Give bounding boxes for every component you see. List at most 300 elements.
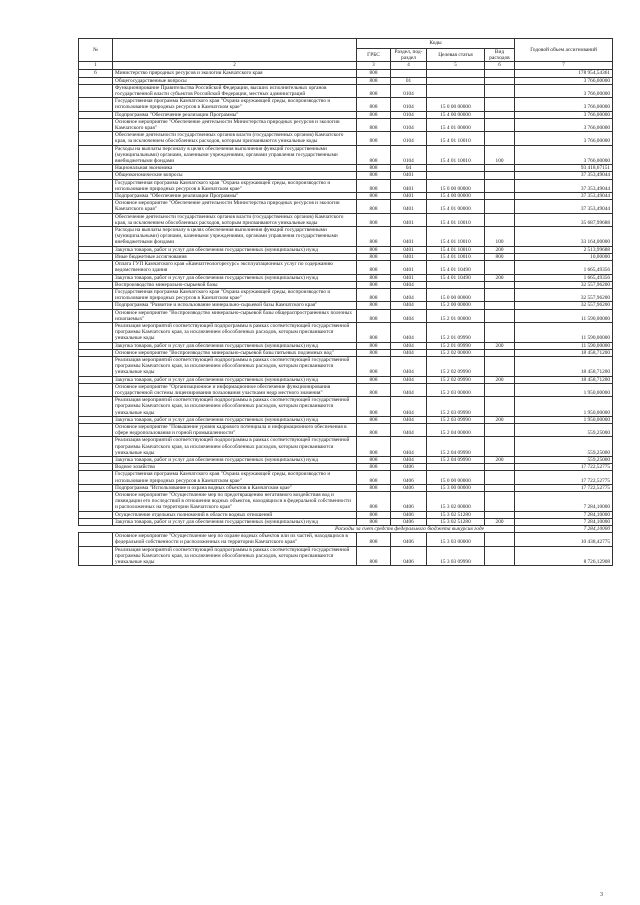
row-expense-type [485, 322, 515, 342]
row-grbs: 808 [357, 281, 391, 288]
row-section: 0104 [391, 118, 427, 131]
row-target-article: 15 4 01 10490 [427, 274, 485, 281]
row-description: Закупка товаров, работ и услуг для обеспечения государственных (муниципальных) нужд [113, 456, 357, 463]
row-grbs: 808 [357, 111, 391, 118]
row-amount: 10 438,42775 [515, 533, 613, 546]
table-row [79, 193, 613, 200]
row-number [79, 349, 113, 356]
row-section: 0404 [391, 356, 427, 376]
row-number [79, 533, 113, 546]
table-row [79, 511, 613, 518]
table-row [79, 77, 613, 84]
row-description: Осуществление отдельных полномочий в области водных отношений [113, 511, 357, 518]
row-section: 0401 [391, 227, 427, 247]
row-description: Подпрограмма "Обеспечение реализации Программы" [113, 111, 357, 118]
federal-funds-note [335, 526, 484, 532]
row-target-article: 15 2 03 00000 [427, 383, 485, 396]
row-amount: 3 766,00000 [515, 111, 613, 118]
row-section: 0406 [391, 511, 427, 518]
index-cell: 2 [113, 62, 357, 70]
row-description: Подпрограмма "Использование и охрана водных объектов в Камчатском крае" [113, 484, 357, 491]
column-exptype-header: Вид расходов [485, 49, 515, 62]
row-number [79, 165, 113, 172]
row-number [79, 397, 113, 417]
row-target-article: 15 2 03 09990 [427, 397, 485, 417]
row-expense-type [485, 179, 515, 192]
row-description: Расходы на выплаты персоналу в целях обеспечения выполнения функций государственными (муниципальными) органами, казенными учреждениями, органами управления государственными внебюджетными фондами [113, 145, 357, 165]
row-grbs: 808 [357, 309, 391, 322]
row-amount: 559,25000 [515, 456, 613, 463]
row-expense-type [485, 200, 515, 213]
row-expense-type [485, 165, 515, 172]
row-target-article [427, 464, 485, 471]
row-section: 0406 [391, 464, 427, 471]
table-row [79, 261, 613, 274]
row-expense-type [485, 397, 515, 417]
table-row [79, 342, 613, 349]
row-target-article: 15 4 00 00000 [427, 111, 485, 118]
row-number [79, 227, 113, 247]
row-number [79, 437, 113, 457]
table-row [79, 322, 613, 342]
row-section: 0404 [391, 456, 427, 463]
table-row [79, 172, 613, 179]
row-section: 0104 [391, 111, 427, 118]
row-description: Основное мероприятие "Организационное и информационное обеспечение функционирования государственной системы лицензирования пользования участками недр местного значения" [113, 383, 357, 396]
row-section: 0406 [391, 546, 427, 566]
table-row [79, 456, 613, 463]
row-description: Обеспечение деятельности государственных органов власти (государственных органов) Камчатского края, за исключением обособленных расходов, которым присваиваются уникальные коды [113, 213, 357, 226]
row-grbs: 808 [357, 274, 391, 281]
row-amount: 1 950,00000 [515, 397, 613, 417]
row-section: 0401 [391, 253, 427, 260]
row-section: 0401 [391, 179, 427, 192]
row-amount: 35 687,99688 [515, 213, 613, 226]
row-target-article: 15 0 00 00000 [427, 98, 485, 111]
row-number [79, 322, 113, 342]
row-grbs: 808 [357, 302, 391, 309]
row-section: 0104 [391, 84, 427, 97]
row-grbs: 808 [357, 484, 391, 491]
row-description: Функционирование Правительства Российской Федерации, высших исполнительных органов государственной власти субъектов Российской Федерации, местных администраций [113, 84, 357, 97]
table-row [79, 165, 613, 172]
row-section: 0404 [391, 281, 427, 288]
row-section: 0404 [391, 376, 427, 383]
row-description: Закупка товаров, работ и услуг для обеспечения государственных (муниципальных) нужд [113, 518, 357, 525]
row-number: 6 [79, 70, 113, 77]
row-target-article: 15 4 01 00000 [427, 200, 485, 213]
row-amount: 32 557,96200 [515, 288, 613, 301]
table-row [79, 492, 613, 512]
row-grbs: 808 [357, 253, 391, 260]
row-description: Подпрограмма "Обеспечение реализации Программы" [113, 193, 357, 200]
row-amount: 3 766,00000 [515, 98, 613, 111]
row-description: Обеспечение деятельности государственных органов власти (государственных органов) Камчатского края, за исключением обособленных расходов, которым присваиваются уникальные коды [113, 132, 357, 145]
row-amount: 18 458,71200 [515, 356, 613, 376]
row-target-article [427, 281, 485, 288]
row-section: 0404 [391, 437, 427, 457]
row-description: Закупка товаров, работ и услуг для обеспечения государственных (муниципальных) нужд [113, 342, 357, 349]
row-section: 0404 [391, 423, 427, 436]
row-grbs: 808 [357, 511, 391, 518]
row-target-article [427, 172, 485, 179]
row-section: 0104 [391, 145, 427, 165]
row-number [79, 98, 113, 111]
row-description: Закупка товаров, работ и услуг для обеспечения государственных (муниципальных) нужд [113, 376, 357, 383]
row-target-article: 15 2 04 00000 [427, 423, 485, 436]
row-section: 0404 [391, 342, 427, 349]
row-description: Реализация мероприятий соответствующей подпрограммы в рамках соответствующей государственной программы Камчатского края, за исключением обособленных расходов, которым присваиваются уникальные коды [113, 437, 357, 457]
table-row [79, 356, 613, 376]
row-description: Государственная программа Камчатского края "Охрана окружающей среды, воспроизводство и использование природных ресурсов в Камчатском крае" [113, 179, 357, 192]
row-grbs: 808 [357, 84, 391, 97]
table-row [79, 383, 613, 396]
row-section: 0404 [391, 288, 427, 301]
row-amount: 559,25000 [515, 437, 613, 457]
row-section: 0404 [391, 397, 427, 417]
row-section: 0401 [391, 193, 427, 200]
row-grbs: 808 [357, 322, 391, 342]
row-expense-type [485, 172, 515, 179]
row-grbs: 808 [357, 518, 391, 525]
row-grbs: 808 [357, 179, 391, 192]
row-grbs: 808 [357, 546, 391, 566]
table-body [79, 70, 613, 566]
row-section: 0406 [391, 484, 427, 491]
row-section: 0404 [391, 322, 427, 342]
row-section: 0401 [391, 261, 427, 274]
row-section: 0406 [391, 533, 427, 546]
row-description: Иные бюджетные ассигнования [113, 253, 357, 260]
row-number [79, 200, 113, 213]
row-amount: 33 164,00000 [515, 227, 613, 247]
row-amount: 2 513,99688 [515, 246, 613, 253]
row-expense-type [485, 132, 515, 145]
row-expense-type [485, 288, 515, 301]
table-row [79, 437, 613, 457]
row-grbs: 808 [357, 464, 391, 471]
row-description: Общеэкономические вопросы [113, 172, 357, 179]
table-row [79, 309, 613, 322]
row-number [79, 145, 113, 165]
row-grbs: 808 [357, 193, 391, 200]
row-grbs: 808 [357, 342, 391, 349]
column-index-row [79, 62, 613, 70]
row-expense-type [485, 383, 515, 396]
row-grbs: 808 [357, 172, 391, 179]
row-description: Основное мероприятие "Повышение уровня кадрового потенциала и информационного обеспечения в сфере недропользования и горной промышленности" [113, 423, 357, 436]
row-amount: 17 722,52775 [515, 471, 613, 484]
table-row [79, 213, 613, 226]
row-amount: 1 950,00000 [515, 383, 613, 396]
row-target-article: 15 0 00 00000 [427, 288, 485, 301]
row-amount: 11 590,00000 [515, 322, 613, 342]
row-target-article [427, 70, 485, 77]
row-number [79, 118, 113, 131]
row-grbs: 808 [357, 288, 391, 301]
row-number [79, 84, 113, 97]
row-grbs: 808 [357, 70, 391, 77]
row-number [79, 471, 113, 484]
row-expense-type: 200 [485, 246, 515, 253]
row-number [79, 77, 113, 84]
row-description: Национальная экономика [113, 165, 357, 172]
row-section: 0401 [391, 172, 427, 179]
row-target-article: 15 2 00 00000 [427, 302, 485, 309]
row-amount: 37 353,49044 [515, 200, 613, 213]
row-target-article: 15 4 01 10010 [427, 213, 485, 226]
row-section: 0401 [391, 200, 427, 213]
row-description: Реализация мероприятий соответствующей подпрограммы в рамках соответствующей государственной программы Камчатского края, за исключением обособленных расходов, которым присваиваются уникальные коды [113, 322, 357, 342]
index-cell: 5 [427, 62, 485, 70]
column-grbs-header: ГРБС [357, 49, 391, 62]
row-target-article: 15 2 03 09990 [427, 416, 485, 423]
row-number [79, 511, 113, 518]
row-number [79, 213, 113, 226]
row-target-article: 15 3 03 09990 [427, 546, 485, 566]
column-section-header: Раздел, под-раздел [391, 49, 427, 62]
row-amount: 3 766,00000 [515, 84, 613, 97]
row-amount: 8 726,12908 [515, 546, 613, 566]
row-description: Водное хозяйство [113, 464, 357, 471]
row-description: Реализация мероприятий соответствующей подпрограммы в рамках соответствующей государственной программы Камчатского края, за исключением обособленных расходов, которым присваиваются уникальные коды [113, 546, 357, 566]
index-cell: 7 [515, 62, 613, 70]
index-cell: 1 [79, 62, 113, 70]
row-number [79, 464, 113, 471]
row-section: 0406 [391, 471, 427, 484]
row-amount: 1 950,00000 [515, 416, 613, 423]
row-amount: 17 722,52775 [515, 464, 613, 471]
row-expense-type: 200 [485, 274, 515, 281]
row-expense-type [485, 111, 515, 118]
row-section: 0401 [391, 213, 427, 226]
table-row [79, 281, 613, 288]
row-expense-type [485, 84, 515, 97]
row-expense-type [485, 471, 515, 484]
table-row [79, 200, 613, 213]
row-description: Основное мероприятие "Обеспечение деятельности Министерства природных ресурсов и экологии Камчатского края" [113, 200, 357, 213]
table-row [79, 179, 613, 192]
row-amount: 32 557,96200 [515, 281, 613, 288]
row-grbs: 808 [357, 383, 391, 396]
row-expense-type [485, 193, 515, 200]
row-target-article: 15 2 01 09990 [427, 322, 485, 342]
row-number [79, 342, 113, 349]
row-description: Государственная программа Камчатского края "Охрана окружающей среды, воспроизводство и использование природных ресурсов в Камчатском крае" [113, 288, 357, 301]
row-number [79, 274, 113, 281]
table-row [79, 397, 613, 417]
row-expense-type [485, 77, 515, 84]
row-description: Реализация мероприятий соответствующей подпрограммы в рамках соответствующей государственной программы Камчатского края, за исключением обособленных расходов, которым присваиваются уникальные коды [113, 356, 357, 376]
row-expense-type: 800 [485, 253, 515, 260]
row-amount: 3 766,00000 [515, 77, 613, 84]
row-number [79, 383, 113, 396]
row-expense-type [485, 213, 515, 226]
row-expense-type [485, 261, 515, 274]
row-target-article [427, 77, 485, 84]
column-number-header: № [79, 39, 113, 62]
page-corner-mark: 3 [600, 892, 603, 898]
row-grbs: 808 [357, 349, 391, 356]
row-description: Общегосударственные вопросы [113, 77, 357, 84]
row-amount: 37 353,49044 [515, 179, 613, 192]
row-target-article: 15 3 00 00000 [427, 484, 485, 491]
table-row [79, 423, 613, 436]
row-amount: 17 722,52775 [515, 484, 613, 491]
row-expense-type [485, 464, 515, 471]
row-number [79, 193, 113, 200]
table-row [79, 227, 613, 247]
row-grbs: 808 [357, 145, 391, 165]
row-description: Подпрограмма "Развитие и использование минерально-сырьевой базы Камчатского края" [113, 302, 357, 309]
row-number [79, 518, 113, 525]
row-description: Расходы на выплаты персоналу в целях обеспечения выполнения функций государственными (муниципальными) органами, казенными учреждениями, органами управления государственными внебюджетными фондами [113, 227, 357, 247]
row-amount: 18 458,71200 [515, 376, 613, 383]
row-number [79, 376, 113, 383]
index-cell: 6 [485, 62, 515, 70]
row-grbs: 808 [357, 98, 391, 111]
row-number [79, 172, 113, 179]
table-row [79, 145, 613, 165]
row-section: 0404 [391, 302, 427, 309]
row-target-article: 15 2 01 09990 [427, 342, 485, 349]
row-section: 0404 [391, 309, 427, 322]
row-section: 0404 [391, 349, 427, 356]
codes-group-header: Коды [357, 39, 515, 49]
row-target-article: 15 0 00 00000 [427, 471, 485, 484]
row-section: 01 [391, 77, 427, 84]
row-section: 0401 [391, 246, 427, 253]
row-amount: 7 284,10000 [515, 511, 613, 518]
row-expense-type: 200 [485, 342, 515, 349]
table-row [79, 484, 613, 491]
row-amount: 3 766,00000 [515, 132, 613, 145]
row-number [79, 132, 113, 145]
row-grbs: 808 [357, 397, 391, 417]
row-amount: 10,00000 [515, 253, 613, 260]
row-target-article: 15 3 03 00000 [427, 533, 485, 546]
row-grbs: 808 [357, 246, 391, 253]
row-target-article: 15 4 01 10490 [427, 261, 485, 274]
row-grbs: 808 [357, 437, 391, 457]
row-grbs: 808 [357, 471, 391, 484]
row-grbs: 808 [357, 356, 391, 376]
federal-funds-label: Расходы за счет средств федерального бюджета выкурсив годе [335, 526, 485, 533]
row-amount: 7 284,10000 [515, 492, 613, 512]
row-amount: 32 557,96200 [515, 302, 613, 309]
row-number [79, 302, 113, 309]
table-row [79, 349, 613, 356]
row-section: 0406 [391, 492, 427, 512]
row-description: Реализация мероприятий соответствующей подпрограммы в рамках соответствующей государственной программы Камчатского края, за исключением обособленных расходов, которым присваиваются уникальные коды [113, 397, 357, 417]
row-description: Воспроизводство минерально-сырьевой базы [113, 281, 357, 288]
row-target-article: 15 4 01 10010 [427, 145, 485, 165]
row-number [79, 281, 113, 288]
row-section: 0104 [391, 98, 427, 111]
row-expense-type [485, 423, 515, 436]
row-target-article: 15 3 02 51280 [427, 511, 485, 518]
row-number [79, 492, 113, 512]
row-amount: 7 284,10000 [515, 518, 613, 525]
row-number [79, 246, 113, 253]
row-amount: 93 418,67151 [515, 165, 613, 172]
table-row [79, 118, 613, 131]
row-number [79, 179, 113, 192]
row-target-article: 15 3 02 51280 [427, 518, 485, 525]
row-target-article: 15 4 01 00000 [427, 118, 485, 131]
row-target-article: 15 2 02 00000 [427, 349, 485, 356]
table-row [79, 546, 613, 566]
table-row [79, 464, 613, 471]
row-number [79, 111, 113, 118]
row-section: 04 [391, 165, 427, 172]
row-description: Государственная программа Камчатского края "Охрана окружающей среды, воспроизводство и использование природных ресурсов в Камчатском крае" [113, 98, 357, 111]
row-amount: 3 766,00000 [515, 145, 613, 165]
row-expense-type [485, 349, 515, 356]
row-target-article: 15 2 02 09990 [427, 356, 485, 376]
row-target-article: 15 4 00 00000 [427, 193, 485, 200]
table-row [79, 132, 613, 145]
row-amount: 37 353,49044 [515, 193, 613, 200]
row-target-article: 15 2 04 09990 [427, 437, 485, 457]
table-row [79, 246, 613, 253]
table-row [79, 518, 613, 525]
row-grbs: 808 [357, 376, 391, 383]
table-row [79, 302, 613, 309]
row-description: Оплата ГУП Камчатского края «Камчатгеологоресурс» эксплуатационных услуг по содержанию ведомственного здания [113, 261, 357, 274]
column-description-header [113, 39, 357, 62]
row-grbs: 808 [357, 261, 391, 274]
row-expense-type: 200 [485, 456, 515, 463]
row-description: Основное мероприятие "Обеспечение деятельности Министерства природных ресурсов и экологии Камчатского края" [113, 118, 357, 131]
row-number [79, 423, 113, 436]
column-total-header: Годовой объем ассигнований [515, 39, 613, 62]
row-target-article: 15 2 02 09990 [427, 376, 485, 383]
row-grbs: 808 [357, 165, 391, 172]
row-target-article: 15 0 00 00000 [427, 179, 485, 192]
row-section: 0404 [391, 416, 427, 423]
row-grbs: 808 [357, 118, 391, 131]
row-grbs: 808 [357, 533, 391, 546]
row-expense-type [485, 546, 515, 566]
row-section: 0404 [391, 383, 427, 396]
row-number [79, 546, 113, 566]
row-grbs: 808 [357, 492, 391, 512]
row-description: Закупка товаров, работ и услуг для обеспечения государственных (муниципальных) нужд [113, 416, 357, 423]
table-row [79, 274, 613, 281]
row-description: Основное мероприятие "Воспроизводство минерально-сырьевой базы питьевых подземных вод" [113, 349, 357, 356]
table-row [79, 533, 613, 546]
table-row [79, 376, 613, 383]
table-row [79, 253, 613, 260]
row-description: Основное мероприятие "Воспроизводство минерально-сырьевой базы общераспространенных полезных ископаемых" [113, 309, 357, 322]
row-expense-type [485, 492, 515, 512]
row-description: Закупка товаров, работ и услуг для обеспечения государственных (муниципальных) нужд [113, 274, 357, 281]
row-expense-type [485, 281, 515, 288]
row-section: 0401 [391, 274, 427, 281]
row-target-article: 15 2 01 00000 [427, 309, 485, 322]
row-number [79, 261, 113, 274]
table-row [79, 288, 613, 301]
row-number [79, 253, 113, 260]
row-expense-type [485, 70, 515, 77]
index-cell: 3 [357, 62, 391, 70]
row-target-article: 15 2 04 09990 [427, 456, 485, 463]
row-expense-type: 200 [485, 416, 515, 423]
row-expense-type [485, 437, 515, 457]
row-grbs: 808 [357, 456, 391, 463]
row-target-article: 15 4 01 10010 [427, 246, 485, 253]
